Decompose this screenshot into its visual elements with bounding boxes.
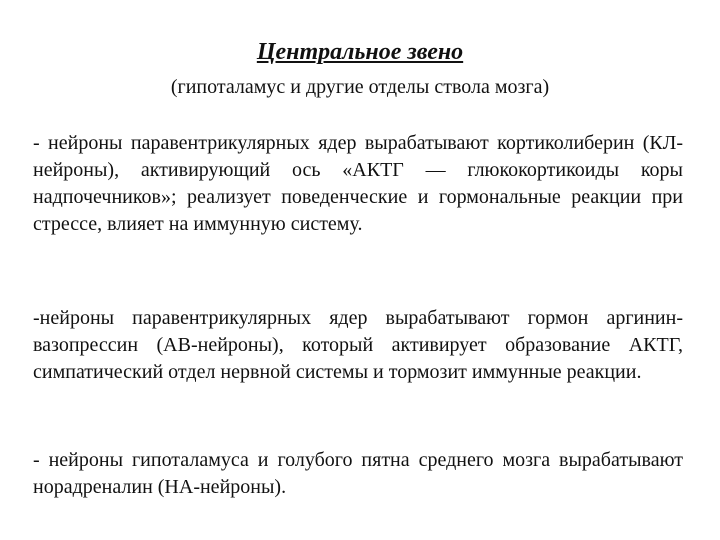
paragraph-na-neurons: - нейроны гипоталамуса и голубого пятна среднего мозга вырабатывают норадреналин (НА-нейроны). <box>33 449 683 498</box>
paragraph-kl-neurons: - нейроны паравентрикулярных ядер вырабатывают кортиколиберин (КЛ-нейроны), активирующий ось «АКТГ — глюкокортикоиды коры надпочечников»; реализует поведенческие и гормональные реакции при стрессе, влияет на иммунную систему. <box>33 132 683 235</box>
slide-title: Центральное звено <box>256 39 464 65</box>
slide-subtitle: (гипоталамус и другие отделы ствола мозга) <box>170 76 550 98</box>
paragraph-av-neurons: -нейроны паравентрикулярных ядер вырабатывают гормон аргинин-вазопрессин (АВ-нейроны), который активирует образование АКТГ, симпатический отдел нервной системы и тормозит иммунные реакции. <box>33 307 683 383</box>
